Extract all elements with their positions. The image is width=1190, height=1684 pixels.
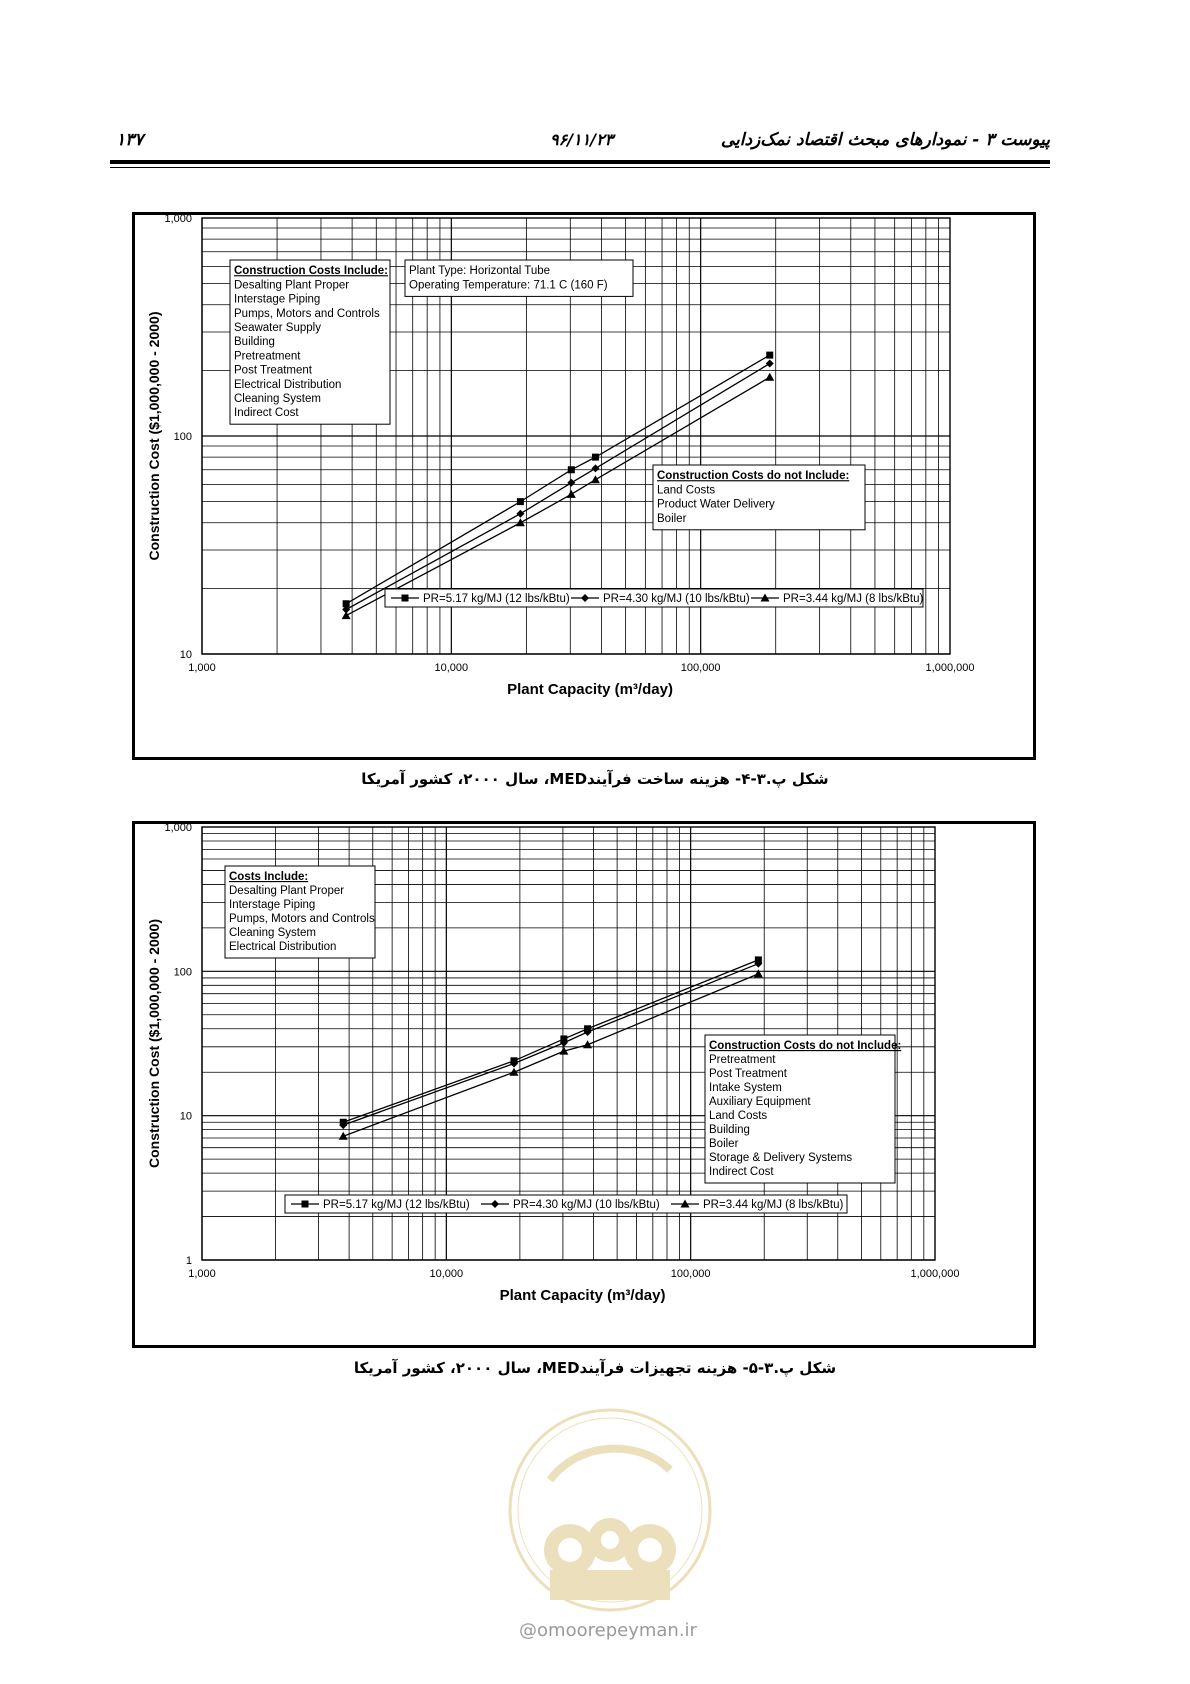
legend-marker: [302, 1201, 309, 1208]
data-point: [591, 475, 600, 483]
box-item: Plant Type: Horizontal Tube: [409, 265, 551, 278]
data-point: [766, 360, 774, 368]
series-line: [343, 974, 758, 1136]
watermark-url: @omoorepeyman.ir: [519, 1620, 697, 1641]
data-point: [567, 479, 575, 487]
data-point: [516, 518, 525, 526]
box-item: Interstage Piping: [229, 899, 316, 911]
data-point: [591, 464, 599, 472]
header-title: پیوست ۳ - نمودارهای مبحث اقتصاد نمک‌زدایی: [720, 130, 1050, 150]
legend-label: PR=3.44 kg/MJ (8 lbs/kBtu): [783, 593, 924, 605]
box-item: Pretreatment: [709, 1054, 776, 1066]
box-item: Product Water Delivery: [657, 498, 775, 511]
box-title: Construction Costs Include:: [234, 265, 388, 278]
header-date: ۹۶/۱۱/۲۳: [550, 130, 614, 149]
y-axis-title: Construction Cost ($1,000,000 - 2000): [146, 919, 162, 1168]
box-item: Interstage Piping: [234, 293, 321, 306]
x-tick-label: 1,000,000: [925, 662, 975, 674]
x-tick-label: 100,000: [680, 662, 721, 674]
data-point: [567, 490, 576, 498]
y-tick-label: 1,000: [164, 215, 192, 225]
box-item: Seawater Supply: [234, 322, 321, 334]
data-point: [517, 498, 524, 505]
series-line: [343, 960, 758, 1122]
box-item: Operating Temperature: 71.1 C (160 F): [409, 279, 608, 292]
box-item: Cleaning System: [234, 393, 321, 405]
box-item: Auxiliary Equipment: [709, 1096, 811, 1108]
box-item: Building: [234, 336, 275, 349]
chart-1: [132, 212, 1036, 760]
data-point: [568, 466, 575, 473]
legend-label: PR=3.44 kg/MJ (8 lbs/kBtu): [703, 1199, 844, 1211]
chart-1-svg: [135, 215, 1033, 757]
box-item: Indirect Cost: [709, 1166, 774, 1178]
box-item: Pumps, Motors and Controls: [234, 307, 380, 320]
page-header: [110, 124, 1050, 164]
data-point: [766, 352, 773, 359]
x-tick-label: 1,000,000: [910, 1268, 960, 1280]
data-point: [583, 1040, 592, 1048]
y-tick-label: 1: [185, 1255, 192, 1267]
x-tick-label: 10,000: [429, 1268, 464, 1280]
box-item: Land Costs: [709, 1110, 768, 1122]
y-tick-label: 10: [179, 1110, 192, 1123]
box-item: Post Treatment: [709, 1068, 787, 1080]
y-tick-label: 100: [173, 966, 192, 979]
box-item: Storage & Delivery Systems: [709, 1152, 853, 1164]
x-tick-label: 1,000: [188, 1268, 216, 1280]
chart-2: [132, 821, 1036, 1348]
box-item: Indirect Cost: [234, 407, 299, 420]
chart-2-caption: شکل پ.۳-۵- هزینه تجهیزات فرآیندMED، سال ۲۰۰۰، کشور آمریکا: [353, 1359, 837, 1377]
box-title: Costs Include:: [229, 871, 309, 883]
chart-2-svg: [135, 824, 1033, 1345]
box-item: Intake System: [709, 1082, 782, 1094]
y-tick-label: 1,000: [164, 824, 192, 834]
box-item: Desalting Plant Proper: [229, 885, 345, 897]
box-item: Pretreatment: [234, 350, 301, 363]
page-number: ۱۳۷: [116, 130, 144, 150]
data-point: [516, 510, 524, 518]
legend-label: PR=5.17 kg/MJ (12 lbs/kBtu): [323, 1199, 470, 1211]
y-tick-label: 10: [179, 649, 192, 661]
chart-1-caption: شکل پ.۳-۴- هزینه ساخت فرآیندMED، سال ۲۰۰۰، کشور آمریکا: [361, 770, 829, 788]
data-point: [510, 1068, 519, 1076]
box-item: Desalting Plant Proper: [234, 279, 350, 292]
header-rule-thin: [110, 167, 1050, 168]
data-point: [342, 611, 351, 619]
y-axis-title: Construction Cost ($1,000,000 - 2000): [146, 311, 162, 561]
box-item: Pumps, Motors and Controls: [229, 913, 375, 925]
data-point: [592, 454, 599, 461]
legend-label: PR=4.30 kg/MJ (10 lbs/kBtu): [603, 593, 750, 605]
box-item: Cleaning System: [229, 927, 316, 939]
box-item: Boiler: [657, 512, 687, 525]
x-tick-label: 1,000: [188, 662, 216, 674]
box-title: Construction Costs do not Include:: [657, 470, 850, 483]
x-axis-title: Plant Capacity (m³/day): [507, 681, 673, 698]
y-tick-label: 100: [173, 431, 192, 443]
header-rule: [110, 160, 1050, 164]
x-tick-label: 10,000: [434, 662, 469, 674]
watermark-logo: [490, 1400, 730, 1650]
data-point: [765, 373, 774, 381]
legend-marker: [402, 595, 409, 602]
data-point: [754, 969, 763, 977]
box-item: Electrical Distribution: [229, 941, 337, 953]
legend-label: PR=5.17 kg/MJ (12 lbs/kBtu): [423, 593, 570, 605]
x-tick-label: 100,000: [670, 1268, 711, 1280]
box-title: Construction Costs do not Include:: [709, 1040, 902, 1052]
box-item: Boiler: [709, 1138, 739, 1150]
x-axis-title: Plant Capacity (m³/day): [499, 1287, 666, 1304]
box-item: Electrical Distribution: [234, 378, 342, 391]
box-item: Land Costs: [657, 484, 716, 497]
legend-label: PR=4.30 kg/MJ (10 lbs/kBtu): [513, 1199, 660, 1211]
box-item: Building: [709, 1124, 750, 1136]
box-item: Post Treatment: [234, 364, 312, 377]
